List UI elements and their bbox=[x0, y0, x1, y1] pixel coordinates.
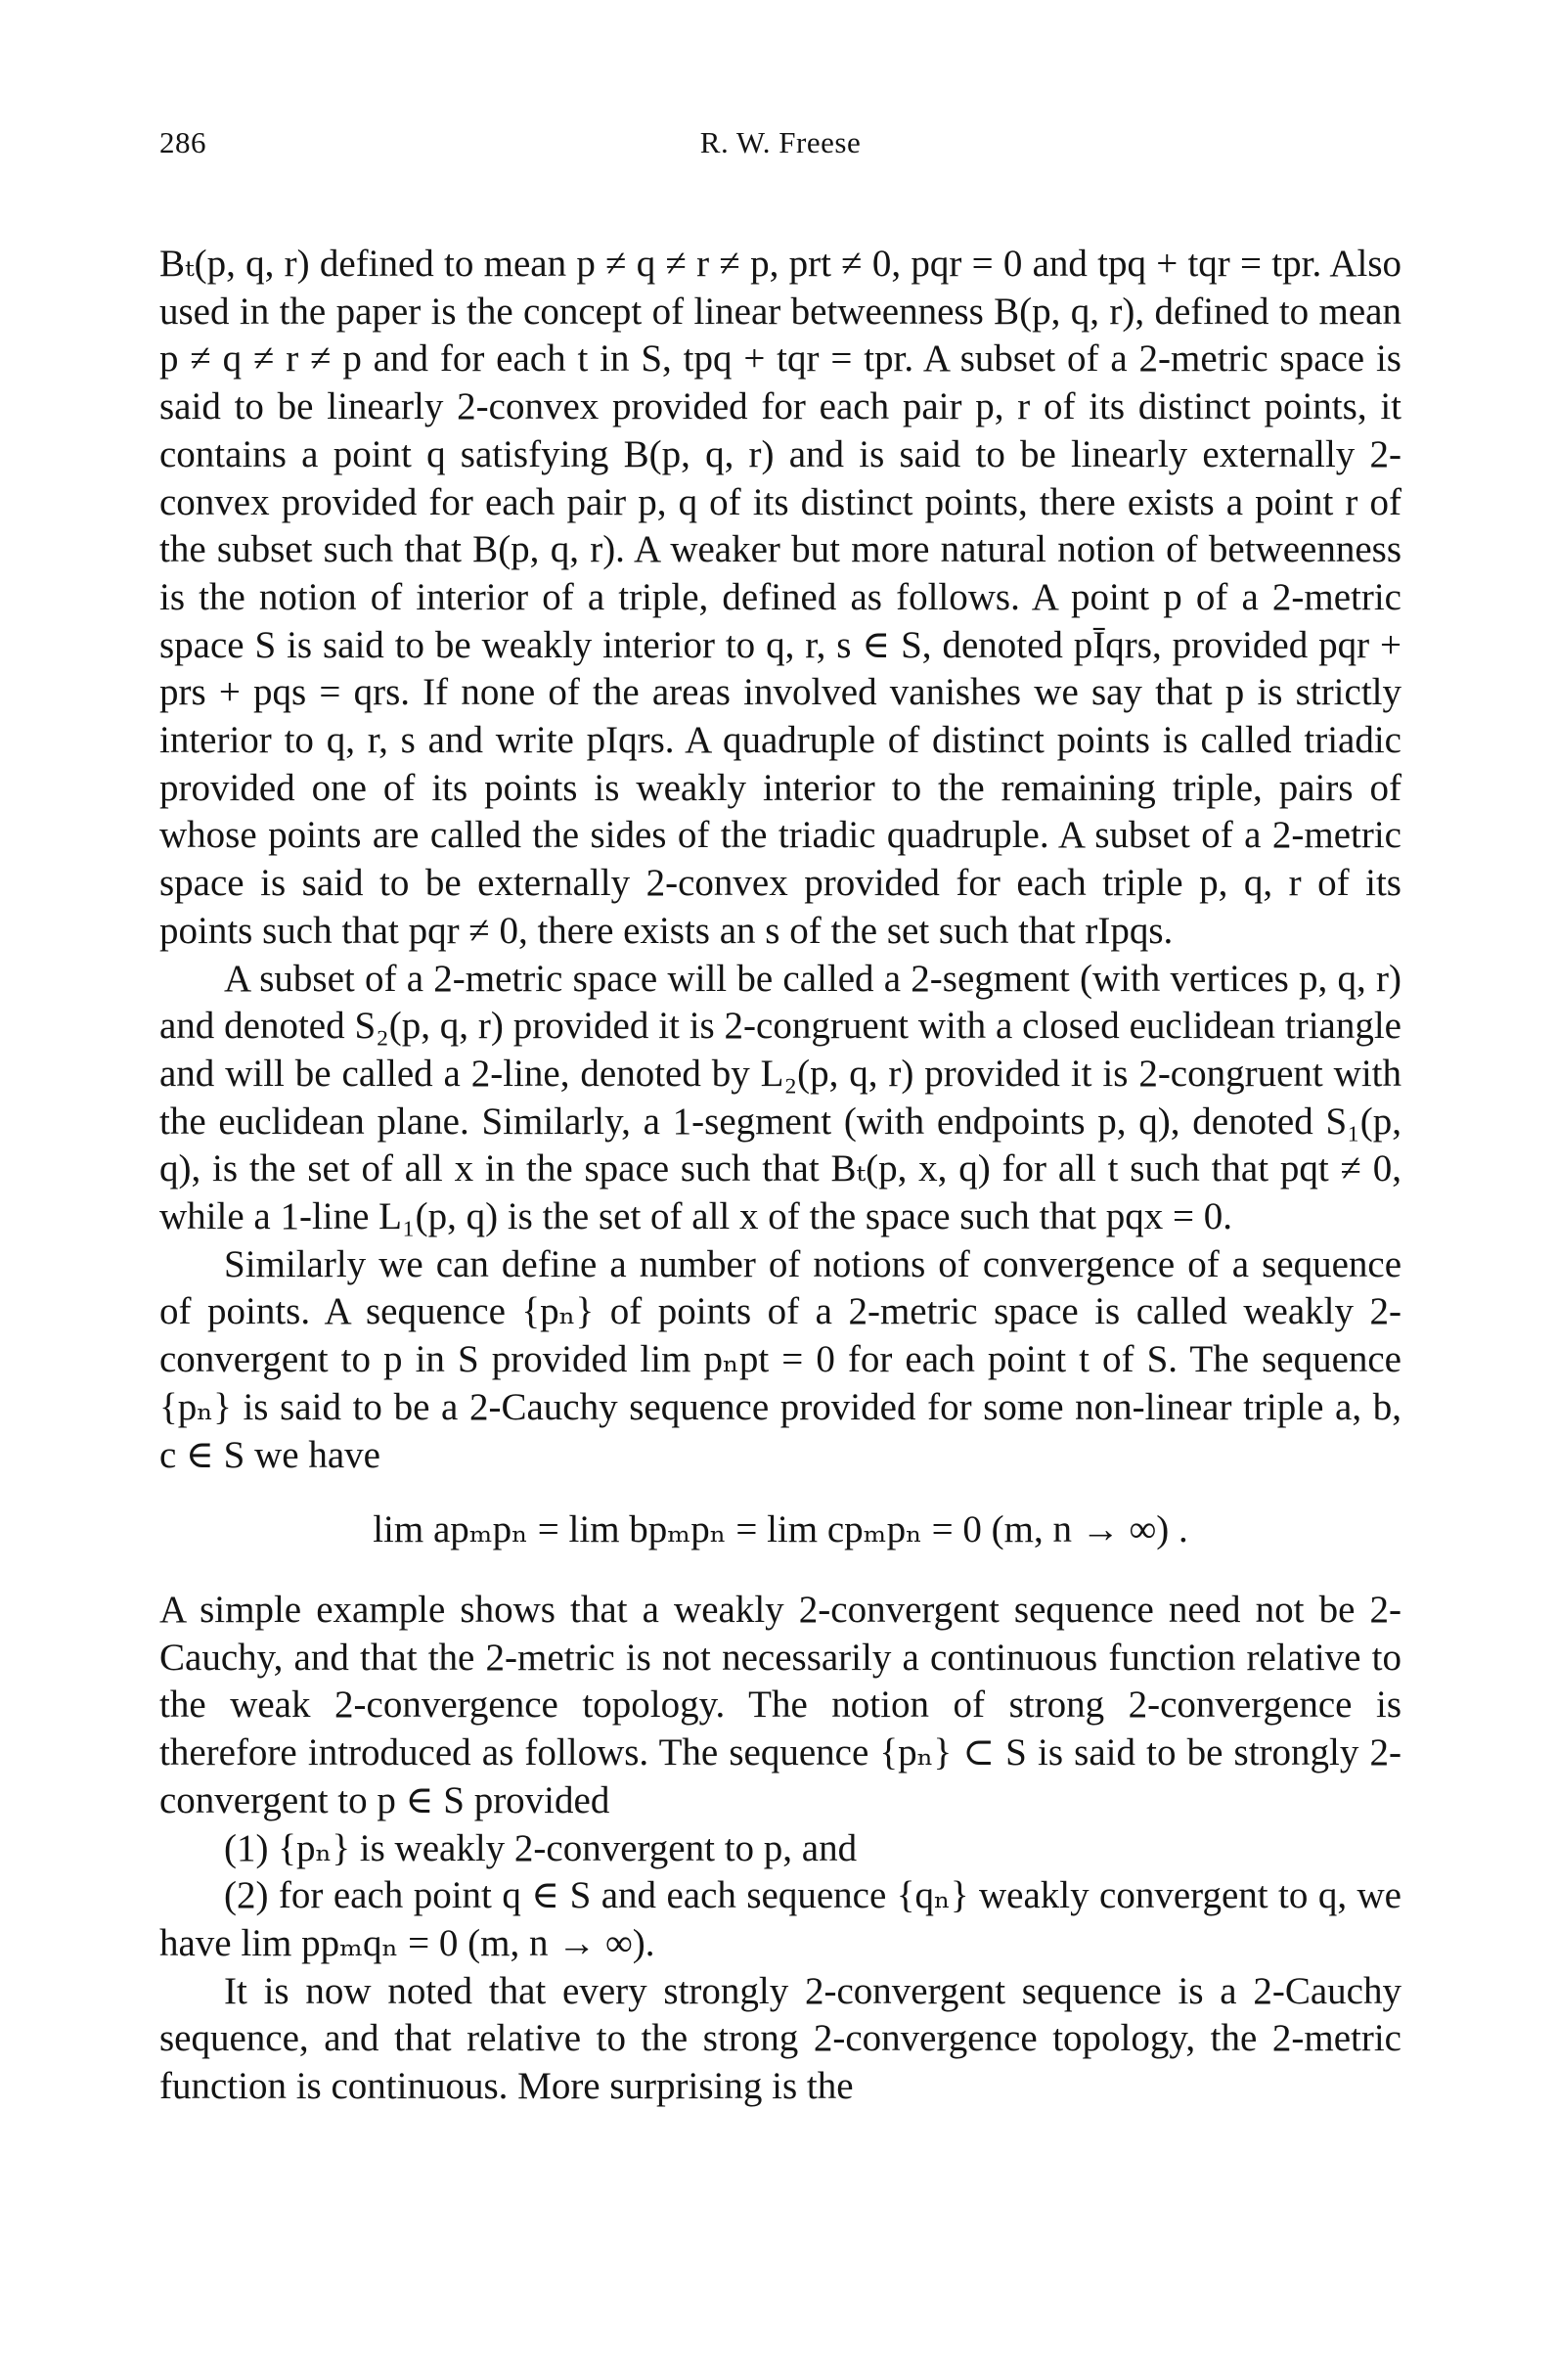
paragraph-strong-convergence: A simple example shows that a weakly 2-convergent sequence need not be 2-Cauchy, and that the 2-metric is not necessarily a continuous function relative to the weak 2-convergence topology. The notion of strong 2-convergence is therefore introduced as follows. The sequence {pₙ} ⊂ S is said to be strongly 2-convergent to p ∈ S provided bbox=[159, 1588, 1401, 1821]
condition-1: (1) {pₙ} is weakly 2-convergent to p, and bbox=[224, 1826, 858, 1869]
page-number: 286 bbox=[159, 125, 206, 159]
paragraph-segments: A subset of a 2-metric space will be called a 2-segment (with vertices p, q, r) and denoted S₂(p, q, r) provided it is 2-congruent with a closed euclidean triangle and will be called a 2-line, denoted by L₂(p, q, r) provided it is 2-congruent with the euclidean plane. Similarly, a 1-segment (with endpoints p, q), denoted S₁(p, q), is the set of all x in the space such that Bₜ(p, x, q) for all t such that pqt ≠ 0, while a 1-line L₁(p, q) is the set of all x of the space such that pqx = 0. bbox=[159, 957, 1401, 1238]
page bbox=[159, 125, 1401, 2111]
paragraph-conclusion: It is now noted that every strongly 2-convergent sequence is a 2-Cauchy sequence, and that relative to the strong 2-convergence topology, the 2-metric function is continuous. More surprising is the bbox=[159, 1969, 1401, 2108]
display-equation: lim apₘpₙ = lim bpₘpₙ = lim cpₘpₙ = 0 (m, n → ∞) . bbox=[373, 1508, 1188, 1551]
running-head bbox=[159, 125, 1401, 180]
paragraph-convergence: Similarly we can define a number of notions of convergence of a sequence of points. A sequence {pₙ} of points of a 2-metric space is called weakly 2-convergent to p in S provided lim pₙpt = 0 for each point t of S. The sequence {pₙ} is said to be a 2-Cauchy sequence provided for some non-linear triple a, b, c ∈ S we have bbox=[159, 1242, 1401, 1476]
paragraph-definitions: Bₜ(p, q, r) defined to mean p ≠ q ≠ r ≠ p, prt ≠ 0, pqr = 0 and tpq + tqr = tpr. Also used in the paper is the concept of linear betweenness B(p, q, r), defined to mean p ≠ q ≠ r ≠ p and for each t in S, tpq + tqr = tpr. A subset of a 2-metric space is said to be linearly 2-convex provided for each pair p, r of its distinct points, it contains a point q satisfying B(p, q, r) and is said to be linearly externally 2-convex provided for each pair p, q of its distinct points, there exists a point r of the subset such that B(p, q, r). A weaker but more natural notion of betweenness is the notion of interior of a triple, defined as follows. A point p of a 2-metric space S is said to be weakly interior to q, r, s ∈ S, denoted pĪqrs, provided pqr + prs + pqs = qrs. If none of the areas involved vanishes we say that p is strictly interior to q, r, s and write pIqrs. A quadruple of distinct points is called triadic provided one of its points is weakly interior to the remaining triple, pairs of whose points are called the sides of the triadic quadruple. A subset of a 2-metric space is said to be externally 2-convex provided for each triple p, q, r of its points such that pqr ≠ 0, there exists an s of the set such that rIpqs. bbox=[159, 243, 1401, 952]
condition-2: (2) for each point q ∈ S and each sequence {qₙ} weakly convergent to q, we have lim ppₘqₙ = 0 (m, n → ∞). bbox=[159, 1874, 1401, 1964]
running-title: R. W. Freese bbox=[699, 125, 862, 159]
body-text bbox=[159, 241, 1401, 2111]
